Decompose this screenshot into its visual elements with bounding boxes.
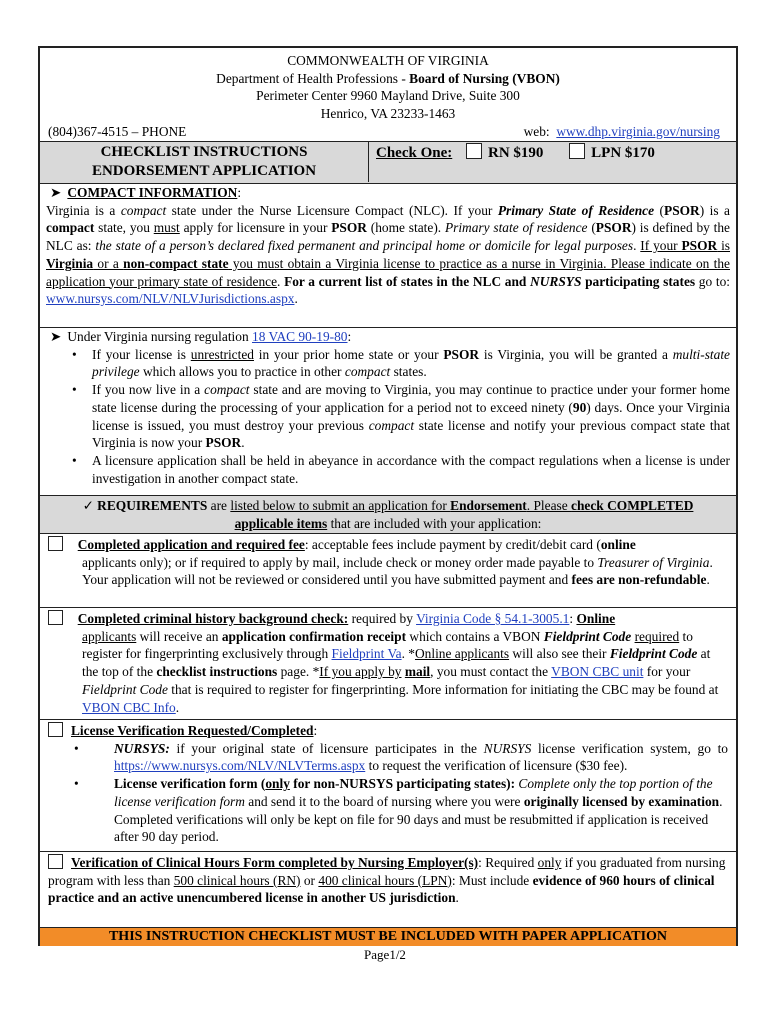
vbon-cbc-info-link[interactable]: VBON CBC Info xyxy=(82,699,176,715)
requirements-text: ✓ REQUIREMENTS are listed below to submit an application for Endorsement. Please check COMPLETED applicable items that are included with your application: xyxy=(82,498,694,531)
check-icon: ✓ xyxy=(82,498,94,513)
phone: (804)367-4515 – PHONE xyxy=(48,123,187,139)
item-license-verification xyxy=(40,719,736,851)
regulation-section xyxy=(40,327,736,495)
checklist-form xyxy=(38,46,738,946)
rn-checkbox[interactable] xyxy=(466,143,482,159)
item-3-line: License Verification Requested/Completed: xyxy=(48,722,728,740)
vbon-cbc-unit-link[interactable]: VBON CBC unit xyxy=(551,664,644,680)
check-one: Check One: RN $190 LPN $170 xyxy=(376,145,655,161)
page-number: Page1/2 xyxy=(364,947,406,962)
state-name: COMMONWEALTH OF VIRGINIA xyxy=(287,53,489,68)
item-2-detail: applicants will receive an application confirmation receipt which contains a VBON Fieldprint Code required to register for fingerprinting exclusively through Fieldprint Va. *Online applicants will also see their Fieldprint Code at the top of the checklist instructions page. *If you apply by mail, you must contact the VBON CBC unit for your Fieldprint Code that is required to register for fingerprinting. More information for initiating the CBC may be found at VBON CBC Info. xyxy=(82,628,719,715)
web-link[interactable]: www.dhp.virginia.gov/nursing xyxy=(556,123,720,139)
contact-line xyxy=(40,123,736,141)
regulation-bullet-2: • If you now live in a compact state and are moving to Virginia, you may continue to practice under your former home state license during the processing of your application for a period not to exceed ninety (90) days. Once your Virginia license is issued, you must destroy your previous compact state license and notify your previous compact state that Virginia is now your PSOR. xyxy=(46,381,730,452)
letterhead xyxy=(40,48,736,141)
item-1-checkbox[interactable] xyxy=(48,536,63,551)
regulation-bullet-3: • A licensure application shall be held in abeyance in accordance with the compact regulations when a license is under investigation in another compact state. xyxy=(46,452,730,487)
virginia-code-link[interactable]: Virginia Code § 54.1-3005.1 xyxy=(416,611,570,626)
item-application-fee xyxy=(40,533,736,607)
item-2-checkbox[interactable] xyxy=(48,610,63,625)
compact-heading: ➤ COMPACT INFORMATION: xyxy=(50,185,242,200)
city: Henrico, VA 23233-1463 xyxy=(320,106,456,122)
regulation-bullet-1: • If your license is unrestricted in your prior home state or your PSOR is Virginia, you will be granted a multi-state privilege which allows you to practice in other compact states. xyxy=(46,346,730,381)
nursys-terms-link[interactable]: https://www.nursys.com/NLV/NLVTerms.aspx xyxy=(114,758,366,774)
item-1-detail: applicants only); or if required to apply by mail, include check or money order made payable to Treasurer of Virginia. Your application will not be reviewed or considered until you have submitted payment and fees are non-refundable. xyxy=(82,554,713,588)
compact-section xyxy=(40,183,736,327)
footer-banner xyxy=(40,927,736,946)
nlv-jurisdictions-link[interactable]: www.nursys.com/NLV/NLVJurisdictions.aspx xyxy=(46,291,295,307)
verification-form-bullet: • License verification form (only for non-NURSYS participating states): Complete only the top portion of the license verification form and send it to the board of nursing where you were originally licensed by examination. Completed verifications will only be kept on file for 90 days and must be resubmitted if application is received after 90 day period. xyxy=(48,775,728,846)
item-clinical-hours xyxy=(40,851,736,927)
fieldprint-link[interactable]: Fieldprint Va xyxy=(331,646,402,662)
title-row xyxy=(40,141,736,183)
arrow-icon: ➤ xyxy=(50,329,62,344)
regulation-link[interactable]: 18 VAC 90-19-80 xyxy=(252,329,348,344)
lpn-checkbox[interactable] xyxy=(569,143,585,159)
title-cell xyxy=(40,142,369,182)
item-4-checkbox[interactable] xyxy=(48,854,63,869)
item-background-check xyxy=(40,607,736,719)
banner-text: THIS INSTRUCTION CHECKLIST MUST BE INCLUDED WITH PAPER APPLICATION xyxy=(108,929,668,944)
item-2-line: Completed criminal history background check: required by Virginia Code § 54.1-3005.1: Online xyxy=(48,610,728,628)
department: Department of Health Professions - Board of Nursing (VBON) xyxy=(216,70,560,86)
title-line2: ENDORSEMENT APPLICATION xyxy=(91,163,317,179)
address: Perimeter Center 9960 Mayland Drive, Suite 300 xyxy=(256,88,520,104)
item-1-line: Completed application and required fee: acceptable fees include payment by credit/debit card (online xyxy=(48,536,728,554)
regulation-intro: ➤ Under Virginia nursing regulation 18 VAC 90-19-80: xyxy=(50,329,352,344)
compact-text: Virginia is a compact state under the Nurse Licensure Compact (NLC). If your Primary State of Residence (PSOR) is a compact state, you must apply for licensure in your PSOR (home state). Primary state of residence (PSOR) is defined by the NLC as: the state of a person’s declared fixed permanent and principal home or domicile for legal purposes. If your PSOR is Virginia or a non-compact state you must obtain a Virginia license to practice as a nurse in Virginia. Please indicate on the application your primary state of residence. For a current list of states in the NLC and NURSYS participating states go to: www.nursys.com/NLV/NLVJurisdictions.aspx. xyxy=(46,202,730,307)
rn-fee: RN $190 xyxy=(488,145,544,161)
web: web: www.dhp.virginia.gov/nursing xyxy=(523,123,720,139)
arrow-icon: ➤ xyxy=(50,185,62,200)
item-3-checkbox[interactable] xyxy=(48,722,63,737)
item-4-line: Verification of Clinical Hours Form completed by Nursing Employer(s): Required only if you graduated from nursing program with less than 500 clinical hours (RN) or 400 clinical hours (LPN): Must include evidence of 960 hours of clinical practice and an active unencumbered license in another US jurisdiction. xyxy=(48,855,726,906)
nursys-bullet: • NURSYS: if your original state of licensure participates in the NURSYS license verification system, go to https://www.nursys.com/NLV/NLVTerms.aspx to request the verification of licensure ($30 fee). xyxy=(48,740,728,775)
lpn-fee: LPN $170 xyxy=(591,145,655,161)
title-line1: CHECKLIST INSTRUCTIONS xyxy=(100,144,308,160)
requirements-header xyxy=(40,495,736,533)
